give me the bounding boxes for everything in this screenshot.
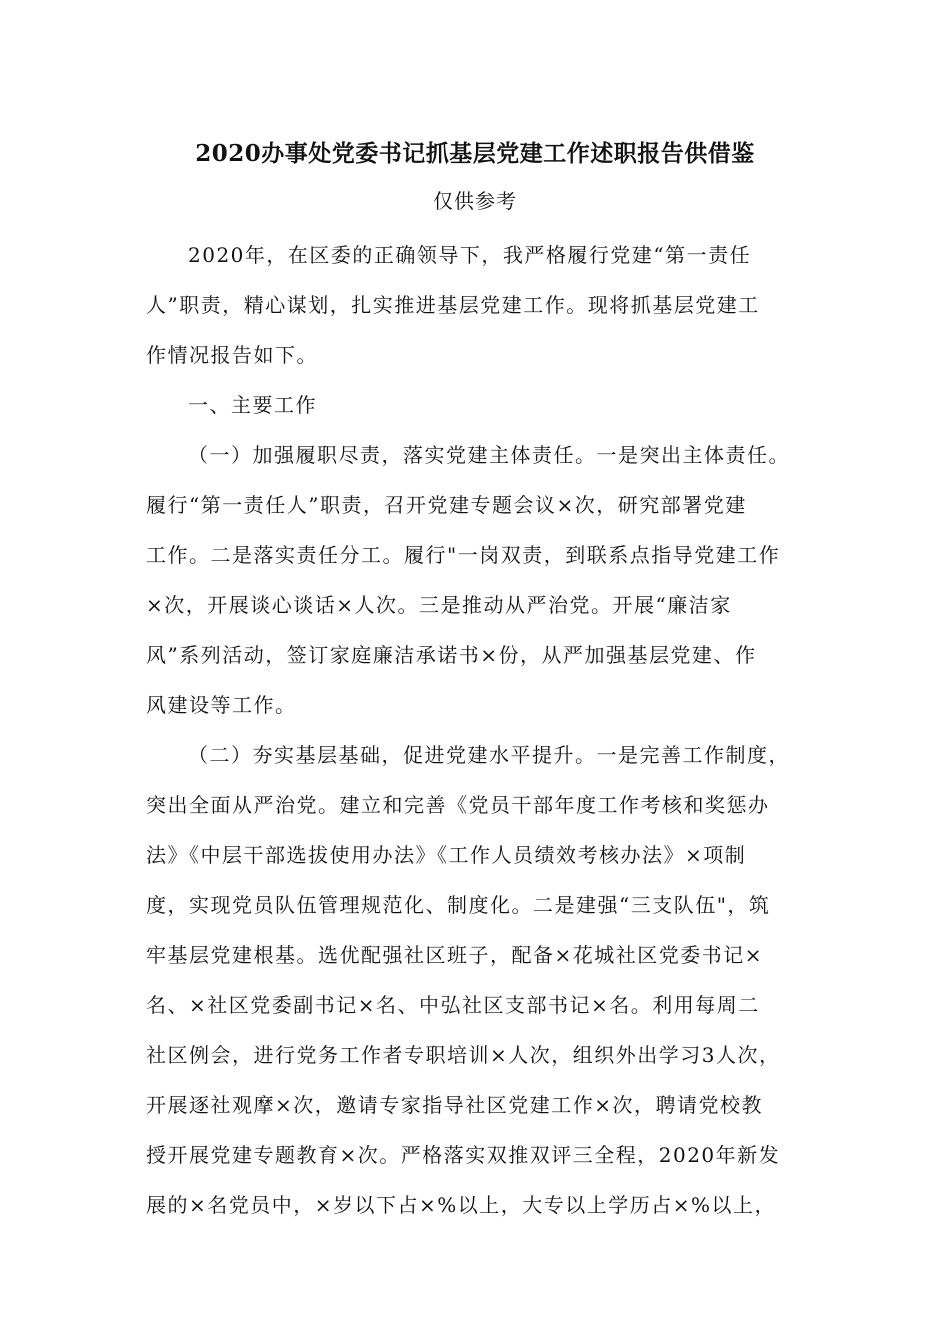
paragraph-line: 2020年，在区委的正确领导下，我严格履行党建“第一责任	[188, 243, 752, 267]
paragraph-line: 工作。二是落实责任分工。履行"一岗双责，到联系点指导党建工作	[146, 543, 781, 567]
paragraph-line: 度，实现党员队伍管理规范化、制度化。二是建强“三支队伍"，筑	[146, 893, 771, 917]
paragraph-line: 履行“第一责任人”职责，召开党建专题会议×次，研究部署党建	[146, 493, 747, 517]
paragraph-line: 展的×名党员中，×岁以下占×%以上，大专以上学历占×%以上，	[146, 1193, 777, 1217]
paragraph-line: （二）夯实基层基础，促进党建水平提升。一是完善工作制度，	[188, 743, 790, 767]
paragraph-line: 人”职责，精心谋划，扎实推进基层党建工作。现将抓基层党建工	[146, 293, 760, 317]
paragraph-line: 风建设等工作。	[146, 693, 297, 717]
paragraph-line: ×次，开展谈心谈话×人次。三是推动从严治党。开展“廉洁家	[146, 593, 732, 617]
paragraph-line: 社区例会，进行党务工作者专职培训×人次，组织外出学习3人次，	[146, 1043, 781, 1067]
paragraph-line: 法》《中层干部选拔使用办法》《工作人员绩效考核办法》×项制	[146, 843, 747, 867]
document-subtitle: 仅供参考	[433, 189, 517, 213]
paragraph-line: 牢基层党建根基。选优配强社区班子，配备×花城社区党委书记×	[146, 943, 764, 967]
paragraph-line: 作情况报告如下。	[146, 343, 318, 367]
paragraph-line: （一）加强履职尽责，落实党建主体责任。一是突出主体责任。	[188, 443, 790, 467]
document-title: 2020办事处党委书记抓基层党建工作述职报告供借鉴	[195, 140, 755, 167]
paragraph-line: 突出全面从严治党。建立和完善《党员干部年度工作考核和奖惩办	[146, 793, 770, 817]
paragraph-line: 名、×社区党委副书记×名、中弘社区支部书记×名。利用每周二	[146, 993, 760, 1017]
document-body	[146, 230, 806, 1230]
paragraph-line: 授开展党建专题教育×次。严格落实双推双评三全程，2020年新发	[146, 1143, 781, 1167]
paragraph-line: 风”系列活动，签订家庭廉洁承诺书×份，从严加强基层党建、作	[146, 643, 757, 667]
paragraph-line: 开展逐社观摩×次，邀请专家指导社区党建工作×次，聘请党校教	[146, 1093, 764, 1117]
section-heading: 一、主要工作	[188, 393, 317, 417]
